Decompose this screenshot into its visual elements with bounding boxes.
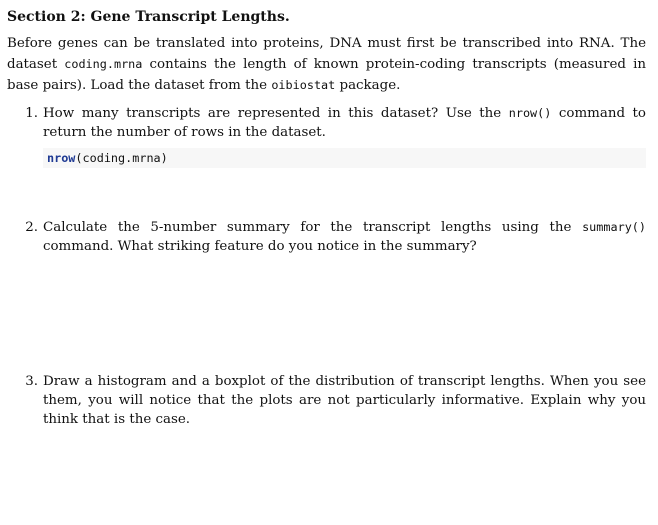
section-title: Section 2: Gene Transcript Lengths. [7, 9, 290, 25]
question-1-body [43, 104, 646, 168]
question-2 [7, 218, 646, 256]
intro-text-2: contains the length of known protein-coding transcripts (measured in base pairs). Load the dataset from the [7, 57, 646, 93]
question-1-code-inline: nrow() [508, 106, 552, 120]
question-list [7, 104, 646, 429]
question-1-text-1: How many transcripts are represented in this dataset? Use the [43, 106, 509, 121]
question-1 [7, 104, 646, 168]
question-2-text-2: command. What striking feature do you notice in the summary? [43, 239, 477, 254]
intro-paragraph [7, 34, 646, 96]
code-block[interactable] [43, 148, 646, 168]
question-1-number: 1. [25, 106, 38, 121]
question-1-text [43, 104, 646, 142]
code-function: nrow [47, 151, 76, 165]
question-2-number: 2. [25, 220, 38, 235]
question-3-text-1: Draw a histogram and a boxplot of the distribution of transcript lengths. When you see them, you will notice that the plots are not particularly informative. Explain why you think that is the case. [43, 374, 646, 427]
intro-text-1: Before genes can be translated into proteins, DNA must first be transcribed into RNA. The dataset [7, 36, 646, 72]
intro-code-package: oibiostat [271, 78, 336, 92]
question-1-text-2: command to return the number of rows in the dataset. [43, 106, 646, 140]
question-2-text-1: Calculate the 5-number summary for the transcript lengths using the [43, 220, 583, 235]
question-2-code-inline: summary() [582, 220, 646, 234]
question-2-body [43, 218, 646, 256]
question-3-number: 3. [25, 374, 38, 389]
intro-code-dataset: coding.mrna [64, 57, 143, 71]
intro-text-3: package. [335, 78, 401, 93]
question-3 [7, 372, 646, 429]
question-3-body [43, 372, 646, 429]
code-args: (coding.mrna) [75, 151, 168, 165]
